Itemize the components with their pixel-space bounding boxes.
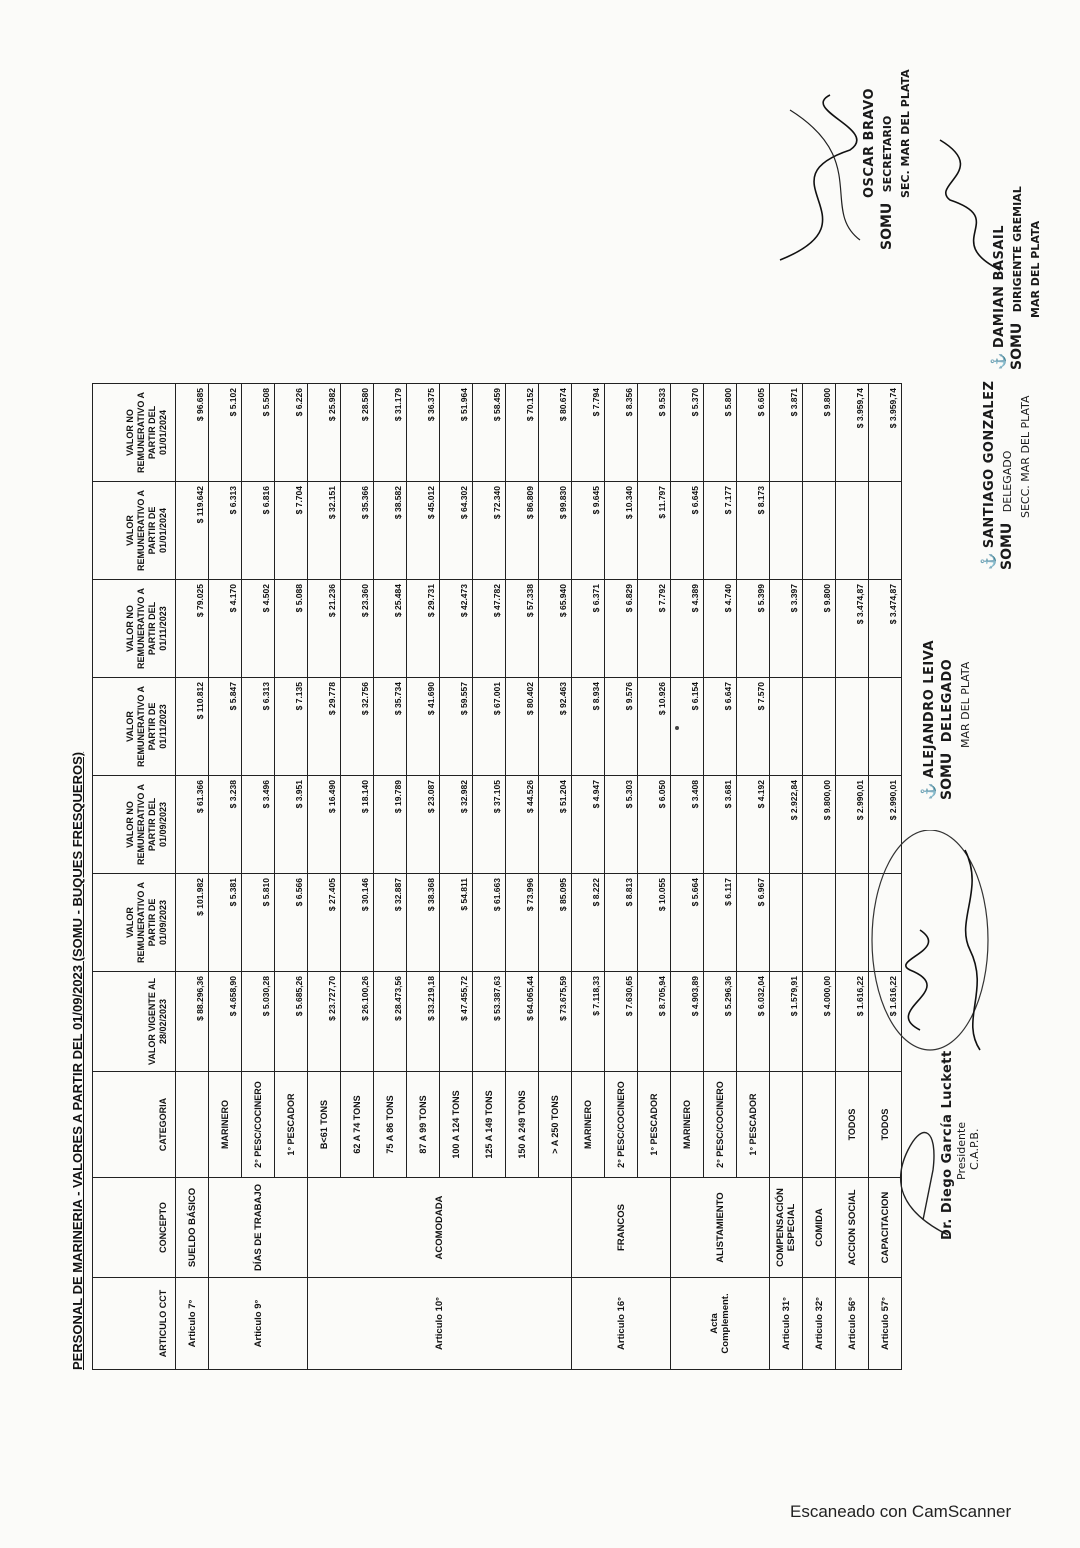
- rotated-page: [60, 69, 1060, 1390]
- column-header: VALOR REMUNERATIVO A PARTIR DE 01/01/2024: [93, 482, 176, 580]
- article-cell: Articulo 57°: [869, 1278, 902, 1370]
- value-cell: $ 4.389: [671, 580, 704, 678]
- value-cell: $ 80.674: [539, 384, 572, 482]
- value-cell: $ 45.012: [407, 482, 440, 580]
- value-cell: $ 3.408: [671, 776, 704, 874]
- value-cell: $ 32.151: [308, 482, 341, 580]
- value-cell: $ 10.340: [605, 482, 638, 580]
- value-cell: $ 5.508: [242, 384, 275, 482]
- value-cell: $ 5.399: [737, 580, 770, 678]
- value-cell: $ 88.296,36: [176, 972, 209, 1072]
- value-cell: $ 7.570: [737, 678, 770, 776]
- value-cell: $ 9.533: [638, 384, 671, 482]
- value-cell: $ 4.903,89: [671, 972, 704, 1072]
- concept-cell: COMIDA: [803, 1178, 836, 1278]
- category-cell: TODOS: [869, 1072, 902, 1178]
- table-row: [209, 384, 242, 1370]
- value-cell: $ 18.140: [341, 776, 374, 874]
- concept-cell: DÍAS DE TRABAJO: [209, 1178, 308, 1278]
- category-cell: 125 A 149 TONS: [473, 1072, 506, 1178]
- value-cell: $ 8.813: [605, 874, 638, 972]
- somu-logo: SOMU: [879, 202, 895, 250]
- category-cell: 1° PESCADOR: [737, 1072, 770, 1178]
- value-cell: $ 47.782: [473, 580, 506, 678]
- value-cell: $ 21.236: [308, 580, 341, 678]
- value-cell: $ 2.922,84: [770, 776, 803, 874]
- signature-bravo: [860, 69, 914, 250]
- article-cell: Articulo 56°: [836, 1278, 869, 1370]
- article-cell: Articulo 9°: [209, 1278, 308, 1370]
- signer-name: SANTIAGO GONZALEZ: [982, 380, 997, 549]
- article-cell: Articulo 31°: [770, 1278, 803, 1370]
- table-row: [803, 384, 836, 1370]
- value-cell: $ 9.576: [605, 678, 638, 776]
- value-cell: $ 3.959,74: [836, 384, 869, 482]
- value-cell: $ 7.630,65: [605, 972, 638, 1072]
- value-cell: $ 9.800: [803, 580, 836, 678]
- article-cell: Acta Complement.: [671, 1278, 770, 1370]
- value-cell: $ 47.455,72: [440, 972, 473, 1072]
- concept-cell: SUELDO BÁSICO: [176, 1178, 209, 1278]
- column-header: VALOR NO REMUNERATIVO A PARTIR DEL 01/01/2024: [93, 384, 176, 482]
- value-cell: $ 25.484: [374, 580, 407, 678]
- article-cell: Articulo 10°: [308, 1278, 572, 1370]
- value-cell: $ 23.087: [407, 776, 440, 874]
- value-cell: $ 59.557: [440, 678, 473, 776]
- category-cell: [176, 1072, 209, 1178]
- value-cell: [770, 678, 803, 776]
- category-cell: [770, 1072, 803, 1178]
- signer-role: DELEGADO: [1001, 450, 1014, 513]
- value-cell: [803, 482, 836, 580]
- category-cell: 2° PESC/COCINERO: [242, 1072, 275, 1178]
- category-cell: 150 A 249 TONS: [506, 1072, 539, 1178]
- value-cell: $ 37.105: [473, 776, 506, 874]
- value-cell: $ 8.222: [572, 874, 605, 972]
- value-cell: $ 3.397: [770, 580, 803, 678]
- value-cell: $ 4.502: [242, 580, 275, 678]
- value-cell: $ 92.463: [539, 678, 572, 776]
- column-header: CATEGORIA: [93, 1072, 176, 1178]
- value-cell: $ 6.032,04: [737, 972, 770, 1072]
- value-cell: $ 38.368: [407, 874, 440, 972]
- table-row: [770, 384, 803, 1370]
- value-cell: $ 4.170: [209, 580, 242, 678]
- value-cell: $ 67.001: [473, 678, 506, 776]
- value-cell: $ 32.887: [374, 874, 407, 972]
- category-cell: 100 A 124 TONS: [440, 1072, 473, 1178]
- concept-cell: ALISTAMIENTO: [671, 1178, 770, 1278]
- value-cell: $ 8.705,94: [638, 972, 671, 1072]
- value-cell: $ 6.647: [704, 678, 737, 776]
- table-row: [572, 384, 605, 1370]
- value-cell: $ 5.381: [209, 874, 242, 972]
- value-cell: $ 51.964: [440, 384, 473, 482]
- value-cell: $ 9.800,00: [803, 776, 836, 874]
- signer-place: SECC. MAR DEL PLATA: [1019, 395, 1032, 518]
- value-cell: $ 32.982: [440, 776, 473, 874]
- value-cell: $ 119.642: [176, 482, 209, 580]
- scanner-watermark: Escaneado con CamScanner: [790, 1502, 1012, 1521]
- category-cell: 75 A 86 TONS: [374, 1072, 407, 1178]
- somu-logo: SOMU: [999, 522, 1015, 570]
- signer-name: DAMIAN BASAIL: [992, 225, 1007, 349]
- value-cell: $ 6.566: [275, 874, 308, 972]
- value-cell: $ 61.663: [473, 874, 506, 972]
- value-cell: $ 5.030,28: [242, 972, 275, 1072]
- value-cell: $ 5.370: [671, 384, 704, 482]
- value-cell: $ 1.579,91: [770, 972, 803, 1072]
- signer-role: DELEGADO: [940, 658, 955, 743]
- value-cell: $ 7.177: [704, 482, 737, 580]
- value-cell: $ 58.459: [473, 384, 506, 482]
- column-header: VALOR NO REMUNERATIVO A PARTIR DEL 01/11/2023: [93, 580, 176, 678]
- value-cell: $ 33.219,18: [407, 972, 440, 1072]
- signature-basail: [990, 186, 1044, 370]
- value-cell: $ 6.050: [638, 776, 671, 874]
- value-cell: $ 5.088: [275, 580, 308, 678]
- value-cell: $ 8.356: [605, 384, 638, 482]
- table-row: [671, 384, 704, 1370]
- category-cell: 1° PESCADOR: [638, 1072, 671, 1178]
- signer-org: C.A.P.B.: [968, 1128, 981, 1170]
- value-cell: $ 1.616,22: [869, 972, 902, 1072]
- value-cell: $ 6.816: [242, 482, 275, 580]
- value-cell: $ 5.685,26: [275, 972, 308, 1072]
- signature-leiva: [920, 640, 974, 800]
- article-cell: Articulo 7°: [176, 1278, 209, 1370]
- anchor-icon: ⚓: [990, 352, 1006, 370]
- value-cell: $ 6.967: [737, 874, 770, 972]
- value-cell: $ 3.474,87: [836, 580, 869, 678]
- table-row: [176, 384, 209, 1370]
- signer-name: Dr. Diego García Luckett: [940, 1050, 955, 1240]
- value-cell: $ 29.778: [308, 678, 341, 776]
- value-cell: $ 10.055: [638, 874, 671, 972]
- value-cell: $ 7.135: [275, 678, 308, 776]
- category-cell: 1° PESCADOR: [275, 1072, 308, 1178]
- value-cell: $ 54.811: [440, 874, 473, 972]
- value-cell: $ 3.681: [704, 776, 737, 874]
- table-header-row: [93, 384, 176, 1370]
- value-cell: $ 6.313: [209, 482, 242, 580]
- value-cell: $ 3.238: [209, 776, 242, 874]
- value-cell: $ 5.102: [209, 384, 242, 482]
- category-cell: MARINERO: [209, 1072, 242, 1178]
- value-cell: $ 1.616,22: [836, 972, 869, 1072]
- signer-place: MAR DEL PLATA: [959, 661, 972, 748]
- value-cell: $ 51.204: [539, 776, 572, 874]
- column-header: VALOR REMUNERATIVO A PARTIR DE 01/09/2023: [93, 874, 176, 972]
- category-cell: > A 250 TONS: [539, 1072, 572, 1178]
- article-cell: Articulo 16°: [572, 1278, 671, 1370]
- value-cell: $ 5.664: [671, 874, 704, 972]
- value-cell: $ 6.117: [704, 874, 737, 972]
- values-table: [92, 383, 902, 1370]
- value-cell: $ 42.473: [440, 580, 473, 678]
- concept-cell: FRANCOS: [572, 1178, 671, 1278]
- value-cell: $ 5.303: [605, 776, 638, 874]
- value-cell: $ 31.179: [374, 384, 407, 482]
- value-cell: $ 36.375: [407, 384, 440, 482]
- category-cell: 2° PESC/COCINERO: [704, 1072, 737, 1178]
- value-cell: $ 16.490: [308, 776, 341, 874]
- value-cell: $ 6.226: [275, 384, 308, 482]
- value-cell: $ 99.830: [539, 482, 572, 580]
- value-cell: $ 5.800: [704, 384, 737, 482]
- value-cell: $ 3.474,87: [869, 580, 902, 678]
- value-cell: $ 44.526: [506, 776, 539, 874]
- value-cell: $ 28.580: [341, 384, 374, 482]
- value-cell: [803, 874, 836, 972]
- value-cell: $ 19.789: [374, 776, 407, 874]
- column-header: VALOR REMUNERATIVO A PARTIR DE 01/11/2023: [93, 678, 176, 776]
- value-cell: $ 32.756: [341, 678, 374, 776]
- category-cell: MARINERO: [572, 1072, 605, 1178]
- value-cell: $ 3.951: [275, 776, 308, 874]
- value-cell: [869, 678, 902, 776]
- category-cell: 2° PESC/COCINERO: [605, 1072, 638, 1178]
- value-cell: $ 6.371: [572, 580, 605, 678]
- value-cell: $ 79.025: [176, 580, 209, 678]
- signer-role: DIRIGENTE GREMIAL: [1011, 186, 1024, 313]
- value-cell: $ 11.797: [638, 482, 671, 580]
- value-cell: $ 9.645: [572, 482, 605, 580]
- signer-place: SEC. MAR DEL PLATA: [899, 69, 912, 198]
- value-cell: $ 4.740: [704, 580, 737, 678]
- value-cell: $ 8.934: [572, 678, 605, 776]
- value-cell: $ 4.658,90: [209, 972, 242, 1072]
- value-cell: $ 27.405: [308, 874, 341, 972]
- article-cell: Articulo 32°: [803, 1278, 836, 1370]
- value-cell: $ 9.800: [803, 384, 836, 482]
- somu-logo: SOMU: [939, 752, 955, 800]
- value-cell: $ 4.947: [572, 776, 605, 874]
- value-cell: $ 35.366: [341, 482, 374, 580]
- table-body: [176, 384, 902, 1370]
- column-header: CONCEPTO: [93, 1178, 176, 1278]
- concept-cell: ACCION SOCIAL: [836, 1178, 869, 1278]
- document-title: PERSONAL DE MARINERIA - VALORES A PARTIR DEL 01/09/2023 (SOMU - BUQUES FRESQUEROS): [70, 751, 85, 1370]
- category-cell: 87 A 99 TONS: [407, 1072, 440, 1178]
- value-cell: $ 6.829: [605, 580, 638, 678]
- anchor-icon: ⚓: [920, 782, 936, 800]
- value-cell: $ 61.366: [176, 776, 209, 874]
- value-cell: $ 3.871: [770, 384, 803, 482]
- value-cell: $ 4.000,00: [803, 972, 836, 1072]
- value-cell: $ 86.809: [506, 482, 539, 580]
- value-cell: $ 3.496: [242, 776, 275, 874]
- value-cell: $ 4.192: [737, 776, 770, 874]
- value-cell: $ 110.812: [176, 678, 209, 776]
- value-cell: $ 23.360: [341, 580, 374, 678]
- value-cell: $ 6.605: [737, 384, 770, 482]
- value-cell: $ 73.996: [506, 874, 539, 972]
- category-cell: B<61 TONS: [308, 1072, 341, 1178]
- value-cell: $ 64.302: [440, 482, 473, 580]
- signer-name: OSCAR BRAVO: [862, 87, 877, 198]
- value-cell: $ 23.727,70: [308, 972, 341, 1072]
- value-cell: $ 57.338: [506, 580, 539, 678]
- value-cell: $ 10.926: [638, 678, 671, 776]
- value-cell: $ 25.982: [308, 384, 341, 482]
- value-cell: $ 6.645: [671, 482, 704, 580]
- value-cell: [803, 678, 836, 776]
- value-cell: $ 80.402: [506, 678, 539, 776]
- concept-cell: COMPENSACIÓN ESPECIAL: [770, 1178, 803, 1278]
- value-cell: $ 96.685: [176, 384, 209, 482]
- value-cell: $ 7.704: [275, 482, 308, 580]
- value-cell: $ 7.794: [572, 384, 605, 482]
- value-cell: $ 3.959,74: [869, 384, 902, 482]
- value-cell: $ 41.690: [407, 678, 440, 776]
- category-cell: MARINERO: [671, 1072, 704, 1178]
- value-cell: [836, 482, 869, 580]
- value-cell: $ 72.340: [473, 482, 506, 580]
- value-cell: $ 7.792: [638, 580, 671, 678]
- value-cell: $ 101.982: [176, 874, 209, 972]
- value-cell: $ 7.118,33: [572, 972, 605, 1072]
- value-cell: $ 26.100,26: [341, 972, 374, 1072]
- anchor-icon: ⚓: [980, 552, 996, 570]
- category-cell: 62 A 74 TONS: [341, 1072, 374, 1178]
- value-cell: $ 5.810: [242, 874, 275, 972]
- value-cell: $ 53.387,63: [473, 972, 506, 1072]
- value-cell: $ 2.990,01: [869, 776, 902, 874]
- value-cell: $ 73.675,59: [539, 972, 572, 1072]
- column-header: VALOR NO REMUNERATIVO A PARTIR DEL 01/09/2023: [93, 776, 176, 874]
- signer-name: ALEJANDRO LEIVA: [922, 639, 937, 779]
- value-cell: $ 38.582: [374, 482, 407, 580]
- value-cell: $ 70.152: [506, 384, 539, 482]
- table-row: [308, 384, 341, 1370]
- signer-role: SECRETARIO: [881, 115, 894, 193]
- value-cell: $ 5.296,36: [704, 972, 737, 1072]
- value-cell: $ 28.473,56: [374, 972, 407, 1072]
- value-cell: [770, 482, 803, 580]
- value-cell: $ 29.731: [407, 580, 440, 678]
- category-cell: [803, 1072, 836, 1178]
- value-cell: [836, 678, 869, 776]
- column-header: VALOR VIGENTE AL 28/02/2023: [93, 972, 176, 1072]
- column-header: ARTICULO CCT: [93, 1278, 176, 1370]
- value-cell: $ 2.990,01: [836, 776, 869, 874]
- value-cell: $ 65.940: [539, 580, 572, 678]
- concept-cell: CAPACITACION: [869, 1178, 902, 1278]
- value-cell: [869, 482, 902, 580]
- signer-role: Presidente: [955, 1121, 968, 1180]
- value-cell: $ 30.146: [341, 874, 374, 972]
- category-cell: TODOS: [836, 1072, 869, 1178]
- concept-cell: ACOMODADA: [308, 1178, 572, 1278]
- value-cell: $ 35.734: [374, 678, 407, 776]
- somu-logo: SOMU: [1009, 322, 1025, 370]
- value-cell: [770, 874, 803, 972]
- signature-scribble-center: [860, 830, 1000, 1090]
- value-cell: $ 6.154: [671, 678, 704, 776]
- scan-speck: [675, 726, 679, 730]
- value-cell: $ 85.095: [539, 874, 572, 972]
- value-cell: $ 6.313: [242, 678, 275, 776]
- value-cell: $ 64.065,44: [506, 972, 539, 1072]
- signature-gonzalez: [980, 381, 1034, 570]
- signer-place: MAR DEL PLATA: [1029, 220, 1042, 318]
- value-cell: $ 5.847: [209, 678, 242, 776]
- value-cell: $ 8.173: [737, 482, 770, 580]
